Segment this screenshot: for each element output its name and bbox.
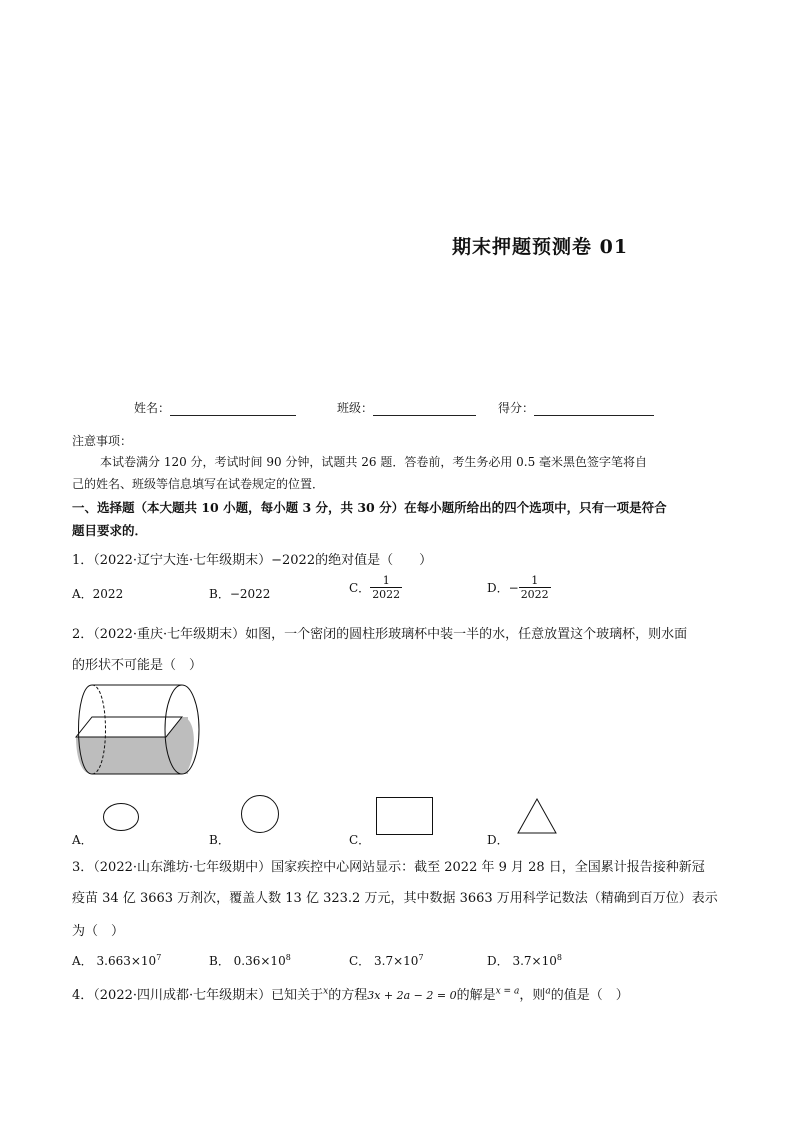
q4-text-2: 的方程 <box>328 988 368 1003</box>
q4-stem <box>72 984 629 1003</box>
q4-text-3: 的解是 <box>456 988 496 1003</box>
class-label: 班级： <box>337 401 374 415</box>
q4-text-1: 4．（2022·四川成都·七年级期末）已知关于 <box>72 988 324 1003</box>
q3-option-b[interactable] <box>209 952 291 969</box>
q3-option-c[interactable] <box>349 952 424 969</box>
name-blank[interactable] <box>170 403 296 416</box>
circle-shape <box>240 795 280 833</box>
class-blank[interactable] <box>373 403 476 416</box>
page-title: 期末押题预测卷 01 <box>452 236 629 258</box>
score-blank[interactable] <box>534 403 654 416</box>
q1-option-c-label: C． <box>349 581 371 595</box>
q3-c-exponent: 7 <box>418 953 424 962</box>
q3-b-label: B． <box>209 954 230 968</box>
q4-equation: 3x + 2a − 2 = 0 <box>367 989 457 1002</box>
q2-option-b[interactable]: B． <box>209 833 230 847</box>
q2-option-a[interactable]: A． <box>72 833 93 847</box>
q2-stem-line-1: 2．（2022·重庆·七年级期末）如图，一个密闭的圆柱形玻璃杯中装一半的水，任意放置这个玻璃杯，则水面 <box>72 627 688 642</box>
score-field[interactable] <box>498 399 654 416</box>
q1-d-denominator: 2022 <box>520 588 549 601</box>
triangle-shape <box>516 798 558 835</box>
q1-d-numerator: 1 <box>531 574 539 587</box>
q4-solution: x = a <box>495 986 520 997</box>
q3-b-exponent: 8 <box>285 953 291 962</box>
q3-stem-line-1: 3．（2022·山东潍坊·七年级期中）国家疾控中心网站显示：截至 2022 年 9 月 28 日，全国累计报告接种新冠 <box>72 860 705 875</box>
q1-option-d-fraction <box>519 574 551 601</box>
notice-heading: 注意事项： <box>72 434 133 448</box>
q1-option-d-label: D．− <box>487 581 519 595</box>
q3-a-exponent: 7 <box>156 953 162 962</box>
q3-option-a[interactable] <box>72 952 161 969</box>
q1-option-d[interactable] <box>487 574 551 601</box>
notice-line-1: 本试卷满分 120 分，考试时间 90 分钟，试题共 26 题．答卷前，考生务必用 0.5 毫米黑色签字笔将自 <box>100 455 648 469</box>
q2-option-c[interactable]: C． <box>349 833 371 847</box>
q3-d-label: D． <box>487 954 509 968</box>
notice-line-2: 己的姓名、班级等信息填写在试卷规定的位置． <box>72 477 325 491</box>
q1-stem: 1．（2022·辽宁大连·七年级期末）−2022的绝对值是（ ） <box>72 553 433 568</box>
q3-stem-line-3: 为（ ） <box>72 924 125 939</box>
name-field[interactable] <box>134 399 296 416</box>
q3-d-base: 3.7×10 <box>512 954 557 968</box>
q1-option-c-fraction <box>370 574 402 601</box>
cylinder-figure <box>72 680 212 782</box>
q3-a-base: 3.663×10 <box>96 954 157 968</box>
q1-c-numerator: 1 <box>382 574 390 587</box>
rectangle-shape <box>376 797 434 836</box>
q1-c-denominator: 2022 <box>372 588 401 601</box>
q2-option-d[interactable]: D． <box>487 833 509 847</box>
score-label: 得分： <box>498 401 535 415</box>
q3-option-d[interactable] <box>487 952 562 969</box>
q1-option-b[interactable]: B．−2022 <box>209 587 271 601</box>
class-field[interactable] <box>337 399 476 416</box>
q3-b-base: 0.36×10 <box>233 954 286 968</box>
name-label: 姓名： <box>134 401 171 415</box>
q1-option-a[interactable]: A．2022 <box>72 587 124 601</box>
q3-stem-line-2: 疫苗 34 亿 3663 万剂次，覆盖人数 13 亿 323.2 万元，其中数据 3663 万用科学记数法（精确到百万位）表示 <box>72 891 718 906</box>
q4-text-5: 的值是（ ） <box>550 988 629 1003</box>
q4-text-4: ，则 <box>519 988 546 1003</box>
ellipse-shape <box>102 802 140 832</box>
q4-var-x: x <box>323 986 329 997</box>
q1-option-c[interactable] <box>349 574 402 601</box>
section-heading-line-2: 题目要求的． <box>72 523 148 538</box>
q2-stem-line-2: 的形状不可能是（ ） <box>72 658 203 673</box>
section-heading-line-1: 一、选择题（本大题共 10 小题，每小题 3 分，共 30 分）在每小题所给出的四个选项中，只有一项是符合 <box>72 500 667 515</box>
q3-a-label: A． <box>72 954 93 968</box>
q3-c-label: C． <box>349 954 371 968</box>
q4-var-a: a <box>545 986 551 997</box>
q3-d-exponent: 8 <box>556 953 562 962</box>
q3-c-base: 3.7×10 <box>374 954 419 968</box>
